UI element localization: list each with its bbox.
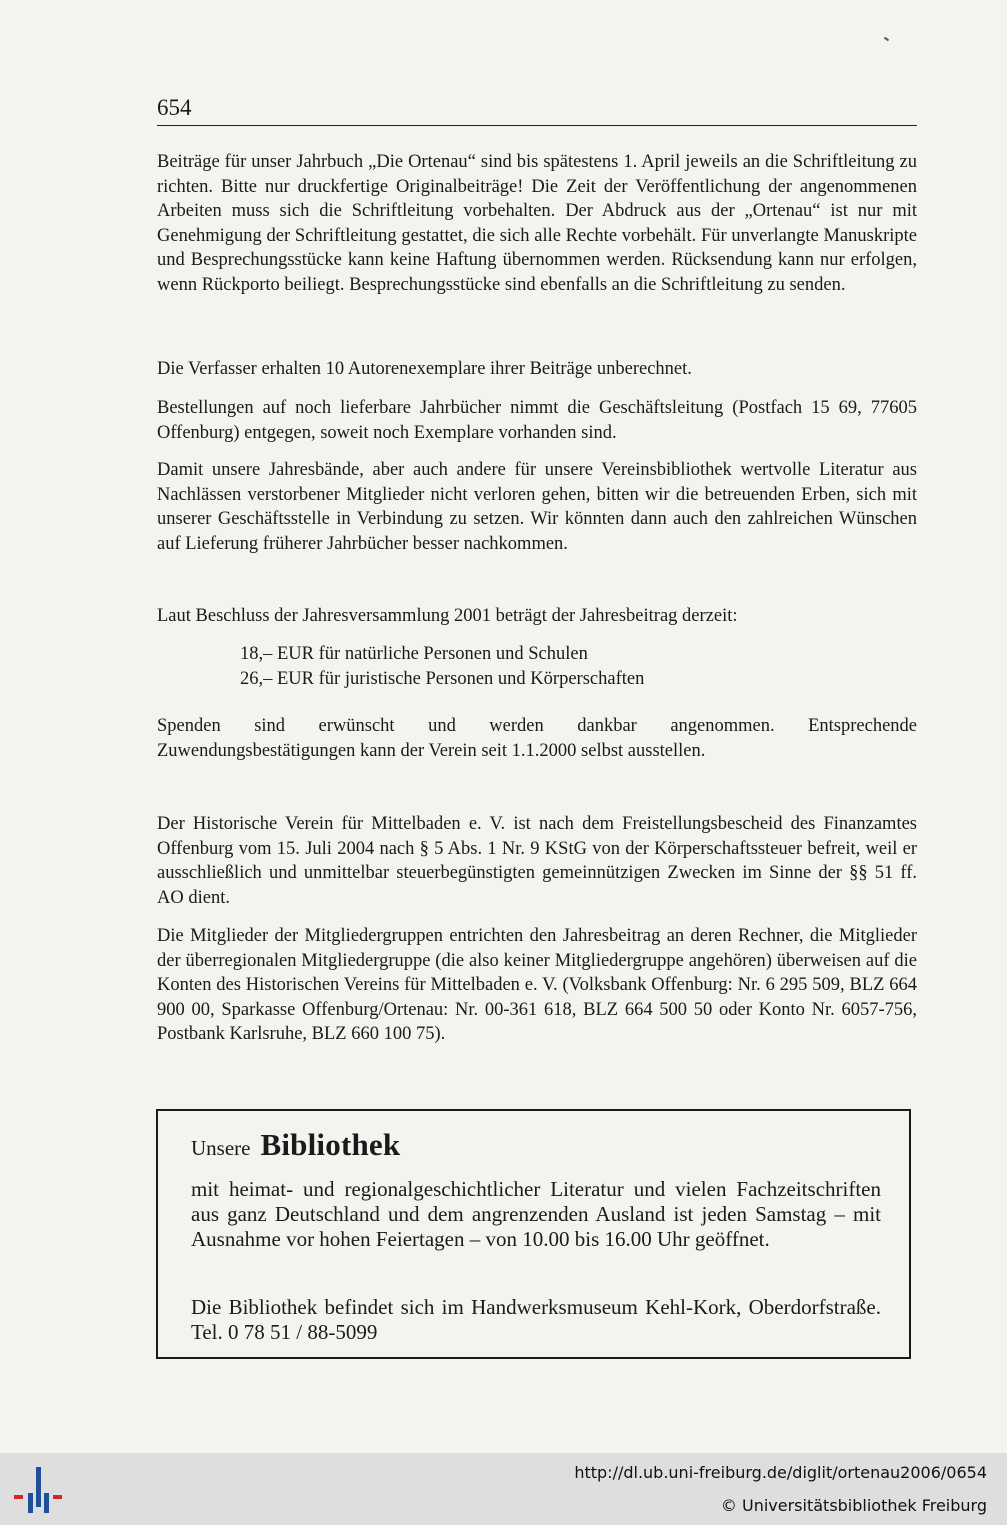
paragraph-tax-exemption: Der Historische Verein für Mittelbaden e. V. ist nach dem Freistellungsbescheid des Finanzamtes Offenburg vom 15. Juli 2004 nach § 5 Abs. 1 Nr. 9 KStG von der Körperschaftssteuer befreit, weil er ausschließlich und unmittelbar steuerbegünstigten gemeinnützigen Zwecken im Sinne der §§ 51 ff. AO dient. (157, 814, 917, 908)
footer-bar (0, 1453, 1007, 1525)
paragraph-submissions: Beiträge für unser Jahrbuch „Die Ortenau“ sind bis spätestens 1. April jeweils an die Schriftleitung zu richten. Bitte nur druckfertige Originalbeiträge! Die Zeit der Veröffentlichung der angenommenen Arbeiten muss sich die Schriftleitung vorbehalten. Der Abdruck aus der „Ortenau“ ist nur mit Genehmigung der Schriftleitung gestattet, die sich alle Rechte vorbehält. Für unverlangte Manuskripte und Besprechungsstücke kann keine Haftung übernommen werden. Rücksendung kann nur erfolgen, wenn Rückporto beiliegt. Besprechungsstücke sind ebenfalls an die Schriftleitung zu senden. (157, 152, 917, 295)
library-heading (191, 1127, 400, 1163)
footer-copyright: © Universitätsbibliothek Freiburg (720, 1496, 987, 1515)
library-heading-small: Unsere (191, 1136, 251, 1160)
fee-item: 18,– EUR für natürliche Personen und Schulen (240, 644, 588, 664)
paragraph-annual-fee: Laut Beschluss der Jahresversammlung 2001 beträgt der Jahresbeitrag derzeit: (157, 606, 738, 626)
scan-speck (884, 37, 889, 42)
library-location: Die Bibliothek befindet sich im Handwerksmuseum Kehl-Kork, Oberdorfstraße. Tel. 0 78 51 / 88-5099 (191, 1295, 881, 1344)
library-info-box (156, 1109, 911, 1359)
library-heading-big: Bibliothek (260, 1127, 401, 1162)
paragraph-donations: Spenden sind erwünscht und werden dankbar angenommen. Entsprechende Zuwendungsbestätigungen kann der Verein seit 1.1.2000 selbst ausstellen. (157, 716, 917, 761)
fee-item: 26,– EUR für juristische Personen und Körperschaften (240, 668, 645, 689)
library-opening-hours: mit heimat- und regionalgeschichtlicher Literatur und vielen Fachzeitschriften aus ganz Deutschland und dem angrenzenden Ausland ist jeden Samstag – mit Ausnahme vor hohen Feiertagen – von 10.00 bis 16.00 Uhr geöffnet. (191, 1177, 881, 1251)
header-rule (157, 125, 917, 126)
fee-list (240, 642, 840, 691)
paragraph-library-estates: Damit unsere Jahresbände, aber auch andere für unsere Vereinsbibliothek wertvolle Literatur aus Nachlässen verstorbener Mitglieder nicht verloren gehen, bitten wir die betreuenden Erben, sich mit unserer Geschäftsstelle in Verbindung zu setzen. Wir könnten dann auch den zahlreichen Wünschen auf Lieferung früherer Jahrbücher besser nachkommen. (157, 460, 917, 554)
paragraph-orders: Bestellungen auf noch lieferbare Jahrbücher nimmt die Geschäftsleitung (Postfach 15 69, 77605 Offenburg) entgegen, soweit noch Exemplare vorhanden sind. (157, 398, 917, 443)
page-number: 654 (157, 95, 192, 120)
paragraph-author-copies: Die Verfasser erhalten 10 Autorenexemplare ihrer Beiträge unberechnet. (157, 359, 692, 379)
footer-url-link[interactable]: http://dl.ub.uni-freiburg.de/diglit/ortenau2006/0654 (574, 1463, 987, 1482)
paragraph-bank-accounts: Die Mitglieder der Mitgliedergruppen entrichten den Jahresbeitrag an deren Rechner, die Mitglieder der überregionalen Mitgliedergruppe (die also keiner Mitgliedergruppe angehören) überweisen auf die Konten des Historischen Vereins für Mittelbaden e. V. (Volksbank Offenburg: Nr. 6 295 509, BLZ 664 900 00, Sparkasse Offenburg/Ortenau: Nr. 00-361 618, BLZ 664 500 50 oder Konto Nr. 6057-756, Postbank Karlsruhe, BLZ 660 100 75). (157, 926, 917, 1044)
ub-freiburg-logo-icon[interactable] (8, 1461, 68, 1519)
